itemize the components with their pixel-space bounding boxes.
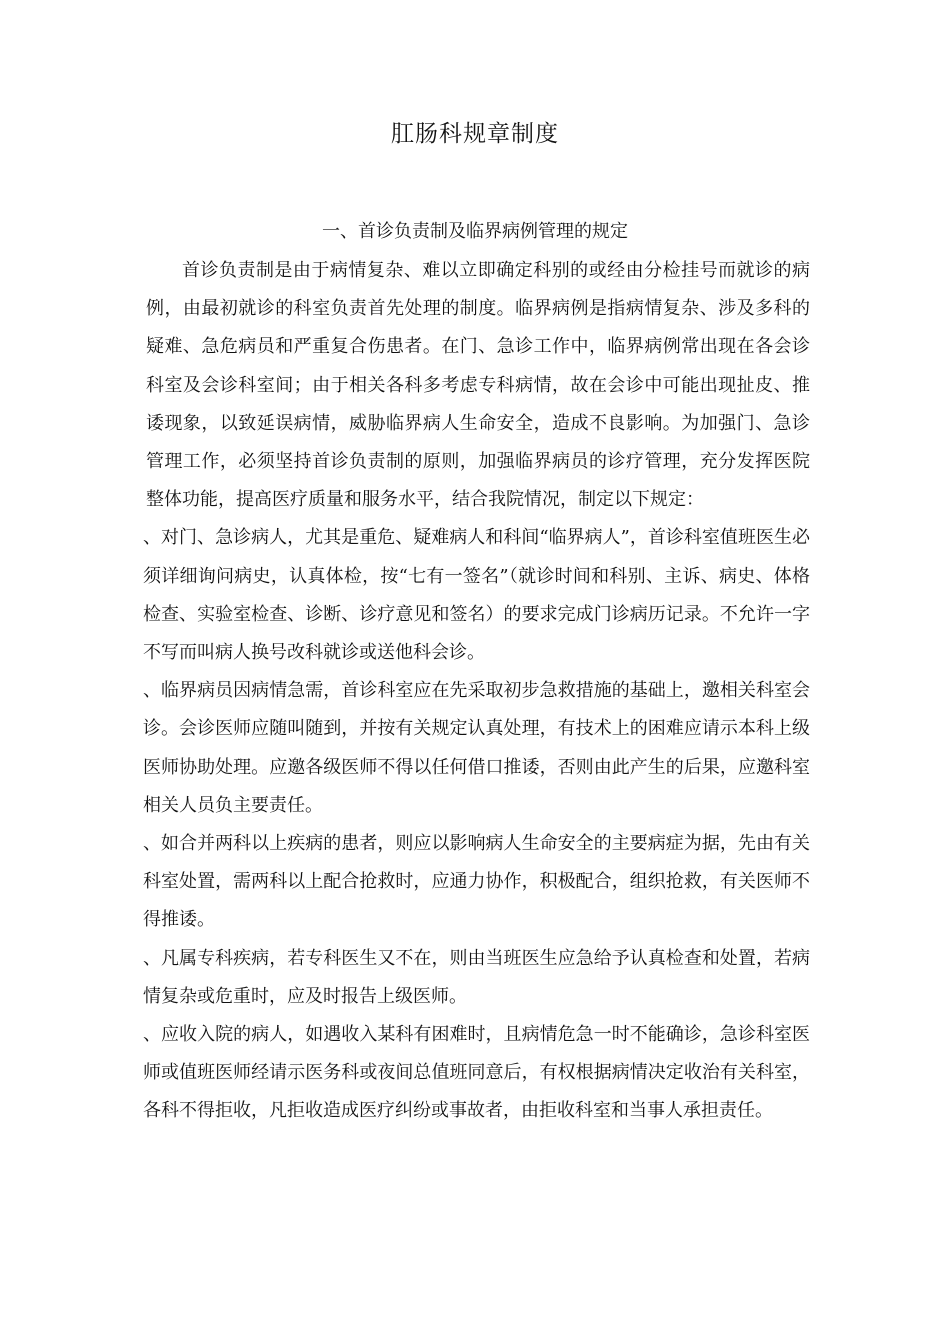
- intro-paragraph: 首诊负责制是由于病情复杂、难以立即确定科别的或经由分检挂号而就诊的病例，由最初就诊的科室负责首先处理的制度。临界病例是指病情复杂、涉及多科的疑难、急危病员和严重复合伤患者。在门、急诊工作中，临界病例常出现在各会诊科室及会诊科室间；由于相关各科多考虑专科病情，故在会诊中可能出现扯皮、推诿现象，以致延误病情，威胁临界病人生命安全，造成不良影响。为加强门、急诊管理工作，必须坚持首诊负责制的原则，加强临界病员的诊疗管理，充分发挥医院整体功能，提高医疗质量和服务水平，结合我院情况，制定以下规定：: [146, 260, 810, 511]
- rule-item-5: 、应收入院的病人，如遇收入某科有困难时，且病情危急一时不能确诊，急诊科室医师或值班医师经请示医务科或夜间总值班同意后，有权根据病情决定收治有关科室，各科不得拒收，凡拒收造成医疗纠纷或事故者，由拒收科室和当事人承担责任。: [143, 1024, 810, 1122]
- rule-item-4: 、凡属专科疾病，若专科医生又不在，则由当班医生应急给予认真检查和处置，若病情复杂或危重时，应及时报告上级医师。: [143, 947, 810, 1007]
- rule-item-1: 、对门、急诊病人，尤其是重危、疑难病人和科间“临界病人”，首诊科室值班医生必须详细询问病史，认真体检，按“七有一签名”（就诊时间和科别、主诉、病史、体格检查、实验室检查、诊断、诊疗意见和签名）的要求完成门诊病历记录。不允许一字不写而叫病人换号改科就诊或送他科会诊。: [143, 527, 810, 664]
- document-body: [143, 252, 810, 1131]
- rule-item-2: 、临界病员因病情急需，首诊科室应在先采取初步急救措施的基础上，邀相关科室会诊。会诊医师应随叫随到，并按有关规定认真处理，有技术上的困难应请示本科上级医师协助处理。应邀各级医师不得以任何借口推诿，否则由此产生的后果，应邀科室相关人员负主要责任。: [143, 680, 810, 816]
- rule-item-3: 、如合并两科以上疾病的患者，则应以影响病人生命安全的主要病症为据，先由有关科室处置，需两科以上配合抢救时，应通力协作，积极配合，组织抢救，有关医师不得推诿。: [143, 833, 810, 931]
- document-title: 肛肠科规章制度: [391, 121, 559, 147]
- section-heading: 一、首诊负责制及临界病例管理的规定: [322, 221, 628, 242]
